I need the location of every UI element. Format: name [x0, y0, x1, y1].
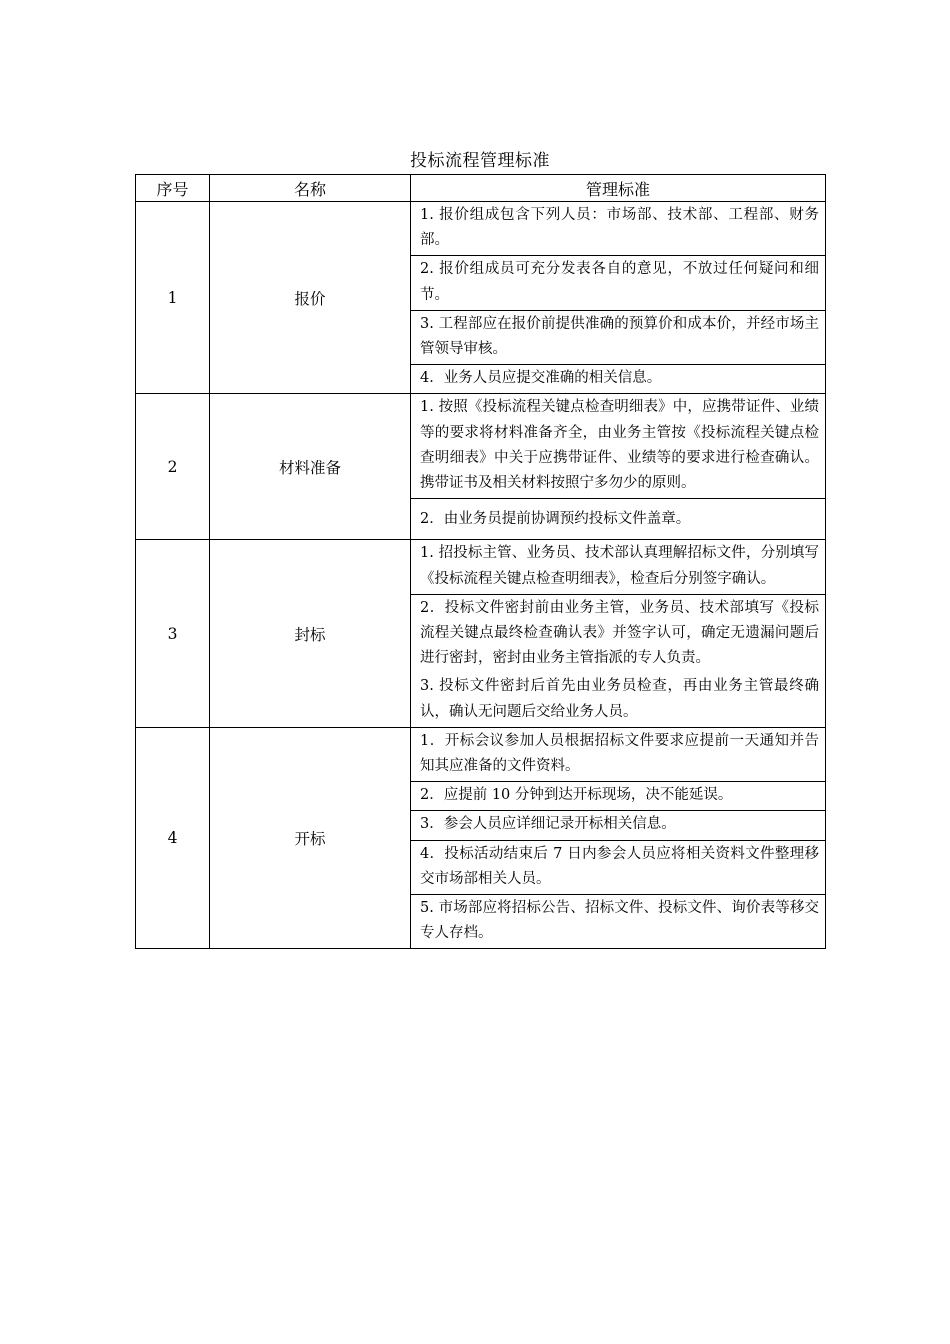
rule-item: 3．参会人员应详细记录开标相关信息。	[411, 810, 825, 839]
table-row	[136, 202, 826, 394]
table-row	[136, 540, 826, 727]
table-header-row	[136, 175, 826, 202]
rule-item: 2．由业务员提前协调预约投标文件盖章。	[411, 498, 825, 539]
rule-item: 3. 投标文件密封后首先由业务员检查，再由业务主管最终确认，确认无问题后交给业务人员。	[420, 678, 819, 720]
table-row	[136, 727, 826, 949]
rule-item: 2. 报价组成员可充分发表各自的意见，不放过任何疑问和细节。	[411, 255, 825, 309]
rule-item: 1. 按照《投标流程关键点检查明细表》中，应携带证件、业绩等的要求将材料准备齐全，由业务主管按《投标流程关键点检查明细表》中关于应携带证件、业绩等的要求进行检查确认。携带证书及相关材料按照宁多勿少的原则。	[420, 399, 819, 492]
standards-table	[135, 174, 826, 949]
rule-item: 4．投标活动结束后 7 日内参会人员应将相关资料文件整理移交市场部相关人员。	[411, 840, 825, 894]
rule-item: 2．应提前 10 分钟到达开标现场，决不能延误。	[411, 781, 825, 810]
header-rules: 管理标准	[411, 175, 826, 202]
row-name: 报价	[210, 202, 411, 394]
rule-item: 4．业务人员应提交准确的相关信息。	[411, 364, 825, 393]
row-name: 材料准备	[210, 394, 411, 540]
rule-item: 1. 报价组成包含下列人员：市场部、技术部、工程部、财务部。	[420, 207, 819, 249]
row-seq: 1	[136, 202, 210, 394]
row-name: 封标	[210, 540, 411, 727]
row-rules	[411, 727, 826, 949]
row-seq: 2	[136, 394, 210, 540]
row-seq: 4	[136, 727, 210, 949]
table-row	[136, 394, 826, 540]
rule-item: 1．开标会议参加人员根据招标文件要求应提前一天通知并告知其应准备的文件资料。	[420, 732, 819, 775]
row-rules	[411, 394, 826, 540]
header-name: 名称	[210, 175, 411, 202]
rule-item: 2．投标文件密封前由业务主管，业务员、技术部填写《投标流程关键点最终检查确认表》并签字认可，确定无遗漏问题后进行密封，密封由业务主管指派的专人负责。	[411, 594, 825, 674]
rule-item: 5. 市场部应将招标公告、招标文件、投标文件、询价表等移交专人存档。	[411, 894, 825, 948]
row-rules	[411, 202, 826, 394]
row-rules	[411, 540, 826, 727]
document-title: 投标流程管理标准	[410, 151, 550, 171]
header-seq: 序号	[136, 175, 210, 202]
rule-item: 1. 招投标主管、业务员、技术部认真理解招标文件，分别填写《投标流程关键点检查明细表》，检查后分别签字确认。	[420, 545, 819, 587]
row-name: 开标	[210, 727, 411, 949]
row-seq: 3	[136, 540, 210, 727]
rule-item: 3. 工程部应在报价前提供准确的预算价和成本价，并经市场主管领导审核。	[411, 310, 825, 364]
